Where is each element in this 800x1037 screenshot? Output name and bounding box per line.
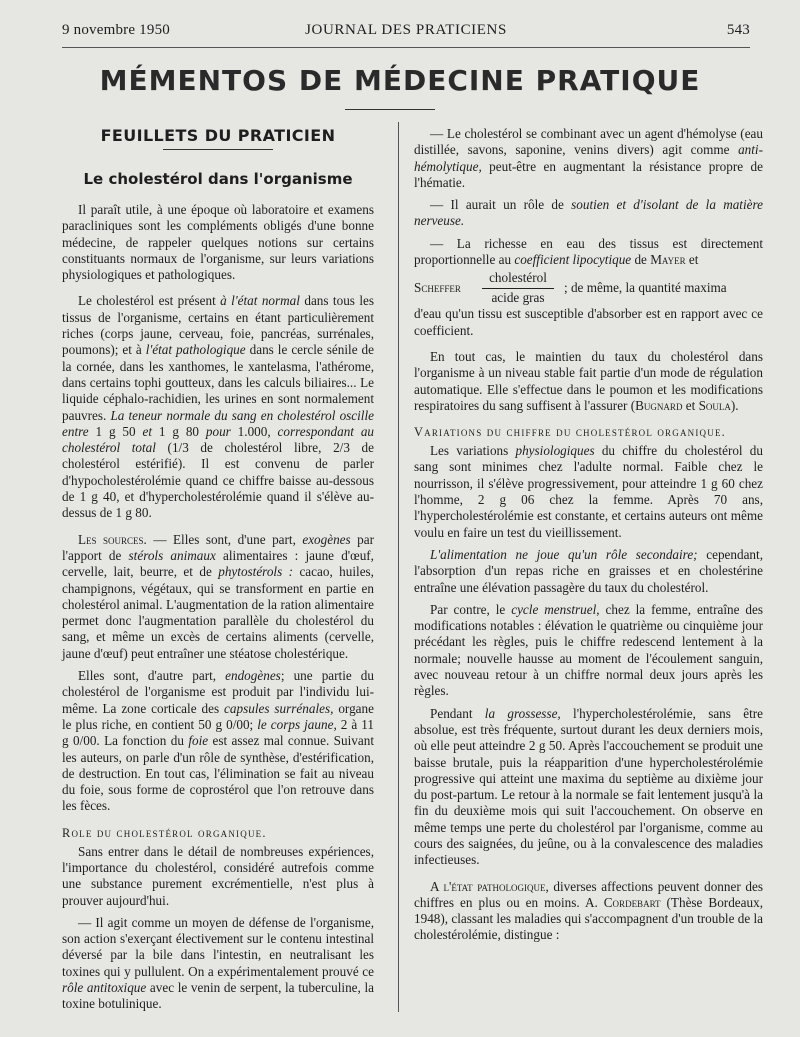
fraction: [482, 270, 554, 306]
paragraph: — La richesse en eau des tissus est directement proportionnelle au coefficient lipocytique de Mayer et: [414, 235, 763, 268]
paragraph: Il paraît utile, à une époque où laboratoire et examens paracliniques sont les compléments obligés d'une bonne médecine, de rappeler quelques notions sur certains constituants normaux de l'organisme, sur leurs variations physiologiques et pathologiques.: [62, 202, 374, 283]
formula-continuation: ; de même, la quantité maxima: [564, 280, 727, 296]
running-head: [62, 22, 750, 44]
author-name: Scheffer: [414, 280, 461, 296]
paragraph: Par contre, le cycle menstruel, chez la femme, entraîne des modifications notables : élévation le quatrième ou cinquième jour précédant les règles, puis le chiffre redescend lentement à la normale; nouvelle hausse au moment de l'écoulement sanguin, avec nouveau retour à un chiffre normal deux jours après les règles.: [414, 601, 763, 699]
left-column: [62, 122, 374, 1019]
paragraph: En tout cas, le maintien du taux du cholestérol dans l'organisme à un niveau stable fait partie d'un mode de régulation automatique. Elle s'effectue dans le poumon et les modifications respiratoires du sang suffisent à l'assurer (Bugnard et Soula).: [414, 348, 763, 413]
section-title: FEUILLETS DU PRATICIEN: [100, 126, 336, 145]
subsection-heading: Variations du chiffre du cholestérol organique.: [414, 425, 726, 440]
paragraph: Pendant la grossesse, l'hypercholestérolémie, sans être absolue, est très fréquente, surtout durant les deux derniers mois, où elle peut atteindre 2 g 50. Après l'accouchement se produit une baisse brutale, puis la réapparition d'une hypercholestérolémie progressive qui atteint une maxima du septième au dixième jour du post-partum. Le retour à la normale se fait lentement jusqu'à la fin du deuxième mois qui suit l'accouchement. On observe en même temps une perte du cholestérol par l'organisme, comme au cours des saignées, du jeûne, ou à la convalescence des maladies infectieuses.: [414, 705, 763, 868]
paragraph: Elles sont, d'autre part, endogènes; une partie du cholestérol de l'organisme est produit par l'individu lui-même. La zone corticale des capsules surrénales, organe le plus riche, en contient 50 g 0/00; le corps jaune, 2 à 11 g 0/00. La fonction du foie est assez mal connue. Suivant les auteurs, on parle d'un rôle de synthèse, d'estérification, de destruction. En tout cas, l'élimination se fait au niveau du foie, sous forme de coprostérol que l'on retrouve dans les fèces.: [62, 668, 374, 814]
issue-date: 9 novembre 1950: [62, 22, 170, 38]
paragraph: d'eau qu'un tissu est susceptible d'absorber est en rapport avec ce coefficient.: [414, 306, 763, 338]
article-title: Le cholestérol dans l'organisme: [83, 170, 353, 188]
paragraph: Les sources. — Elles sont, d'une part, exogènes par l'apport de stérols animaux alimentaires : jaune d'œuf, cervelle, lait, beurre, et de phytostérols : cacao, huiles, champignons, végétaux, qui se transforment en partie en cholestérol animal. L'augmentation de la ration alimentaire permet donc l'augmentation parallèle du cholestérol du sang, et même un excès de certains aliments (cervelle, jaune d'œuf) peut entraîner une stéatose cholestérique.: [62, 531, 374, 661]
column-divider: [398, 122, 399, 1012]
paragraph: Sans entrer dans le détail de nombreuses expériences, l'importance du cholestérol, considéré autrefois comme une substance purement excrémentielle, n'est plus à prouver aujourd'hui.: [62, 843, 374, 908]
subsection-heading: Role du cholestérol organique.: [62, 825, 267, 840]
paragraph: — Le cholestérol se combinant avec un agent d'hémolyse (eau distillée, savons, saponine, venins divers) agit comme anti-hémolytique, peut-être en augmentant la résistance propre de l'hématie.: [414, 126, 763, 190]
header-rule: [62, 47, 750, 48]
paragraph: Le cholestérol est présent à l'état normal dans tous les tissus de l'organisme, certains en étant particulièrement riches (corps jaune, cerveau, foie, pancréas, surrénales, poumons); et à l'état pathologique dans le cercle sénile de la cornée, dans les xanthomes, le xantelasma, l'athérome, dans certains tophi goutteux, dans les calculs biliaires... Le liquide céphalo-rachidien, les urines en sont normalement pauvres. La teneur normale du sang en cholestérol oscille entre 1 g 50 et 1 g 80 pour 1.000, correspondant au cholestérol total (1/3 de cholestérol libre, 2/3 de cholestérol estérifié). Il est convenu de parler d'hypocholestérolémie quand ce chiffre baisse au-dessous de 1 g 40, et d'hypercholestérolémie quand il s'élève au-dessus de 1 g 80.: [62, 293, 375, 521]
paragraph: — Il agit comme un moyen de défense de l'organisme, son action s'exerçant électivement sur le contenu intestinal déversé par la bile dans l'intestin, en neutralisant les toxines qui y pullulent. On a expérimentalement prouvé ce rôle antitoxique avec le venin de serpent, la tuberculine, la toxine botulinique.: [62, 914, 374, 1012]
journal-name: JOURNAL DES PRATICIENS: [305, 22, 507, 38]
coefficient-formula: [414, 270, 763, 306]
page-title: MÉMENTOS DE MÉDECINE PRATIQUE: [99, 64, 701, 97]
section-rule: [163, 149, 273, 150]
right-column: [414, 126, 763, 950]
paragraph: A l'état pathologique, diverses affections peuvent donner des chiffres en plus ou en moins. A. Cordebart (Thèse Bordeaux, 1948), classant les maladies qui s'accompagnent d'un trouble de la cholestérolémie, distingue :: [414, 878, 763, 943]
paragraph: L'alimentation ne joue qu'un rôle secondaire; cependant, l'absorption d'un repas riche en graisses et en cholestérine entraîne une élévation passagère du taux du cholestérol.: [414, 546, 763, 595]
page-number: 543: [726, 22, 750, 38]
paragraph: — Il aurait un rôle de soutien et d'isolant de la matière nerveuse.: [414, 197, 763, 229]
title-rule: [345, 109, 435, 110]
paragraph: Les variations physiologiques du chiffre du cholestérol du sang sont minimes chez l'adulte normal. Faible chez le nourrisson, il s'élève progressivement, pour atteindre 1 g 60 chez l'homme, 2 g 06 chez la femme. Après 70 ans, l'hypercholestérolémie est constante, et certains auteurs ont même voulu en faire un test du vieillissement.: [414, 443, 763, 540]
fraction-denominator: acide gras: [491, 289, 545, 305]
fraction-numerator: cholestérol: [482, 270, 554, 288]
